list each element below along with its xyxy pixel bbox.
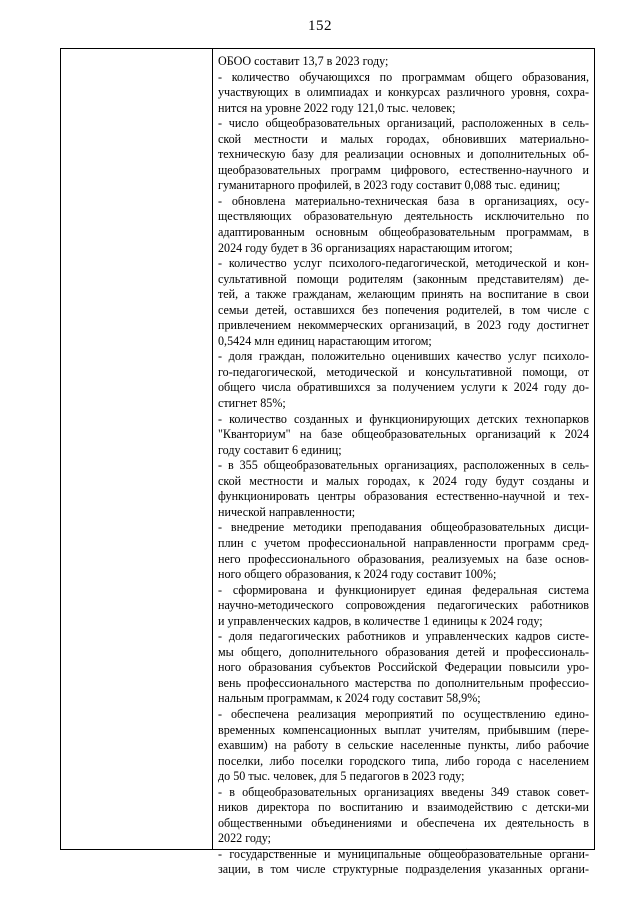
text-line: го-педагогической, методической и консультативной помощи, от xyxy=(218,364,589,379)
text-line: - внедрение методики преподавания общеобразовательных дисци- xyxy=(218,520,589,535)
text-line: зации, в том числе структурные подразделения указанных органи- xyxy=(218,862,589,877)
page-number: 152 xyxy=(308,18,332,34)
text-line: - число общеобразовательных организаций, расположенных в сель- xyxy=(218,116,589,131)
text-line: ного образования субъектов Российской Федерации повысили уро- xyxy=(218,660,589,675)
text-line: участвующих в олимпиадах и конкурсах различного уровня, сохра- xyxy=(218,85,589,100)
text-line: 0,5424 млн единиц нарастающим итогом; xyxy=(218,333,432,348)
text-line: нится на уровне 2022 году 121,0 тыс. человек; xyxy=(218,100,456,115)
text-line: нальным программам, к 2024 году составит 58,9%; xyxy=(218,691,481,706)
text-line: ного общего образования, к 2024 году составит 100%; xyxy=(218,567,497,582)
table-right-column xyxy=(213,49,594,877)
text-line: общественными объединениями и обеспечена их деятельность в xyxy=(218,815,589,830)
text-line: ников директора по воспитанию и взаимодействию с детски-ми xyxy=(218,800,589,815)
text-line: щеобразовательных программ цифрового, естественно-научного и xyxy=(218,162,589,177)
text-line: году составит 6 единиц; xyxy=(218,442,342,457)
text-line: - количество услуг психолого-педагогической, методической и кон- xyxy=(218,256,589,271)
text-line: ской местности и малых городах, к 2024 году будут созданы и xyxy=(218,473,589,488)
text-line: до 50 тыс. человек, для 5 педагогов в 2023 году; xyxy=(218,769,465,784)
text-line: - количество обучающихся по программам общего образования, xyxy=(218,69,589,84)
text-line: "Кванториум" на базе общеобразовательных организаций к 2024 xyxy=(218,427,589,442)
text-line: адаптированным основным общеобразовательным программам, в xyxy=(218,225,589,240)
text-line: общего числа обратившихся за получением услуги к 2024 году до- xyxy=(218,380,589,395)
text-line: 2024 году будет в 36 организациях нарастающим итогом; xyxy=(218,240,513,255)
text-line: него профессионального образования, реализуемых на базе основ- xyxy=(218,551,589,566)
text-line: вень профессионального мастерства по дополнительным профессио- xyxy=(218,675,589,690)
text-line: - обновлена материально-техническая база в организациях, осу- xyxy=(218,193,589,208)
text-line: ской местности и малых городах, обновивших материально- xyxy=(218,131,589,146)
text-line: и управленческих кадров, в количестве 1 единицы к 2024 году; xyxy=(218,613,543,628)
text-line: функционировать центры образования естественно-научной и тех- xyxy=(218,489,589,504)
text-line: поселки, либо поселки городского типа, либо города с населением xyxy=(218,753,589,768)
text-line: научно-методического сопровождения педагогических работников xyxy=(218,598,589,613)
text-line: - государственные и муниципальные общеобразовательные органи- xyxy=(218,846,589,861)
text-line: - в общеобразовательных организациях введены 349 ставок совет- xyxy=(218,784,589,799)
text-line: тей, а также гражданам, желающим принять на воспитание в свои xyxy=(218,287,589,302)
text-line: - обеспечена реализация мероприятий по осуществлению едино- xyxy=(218,706,589,721)
table-left-column xyxy=(61,49,213,849)
text-line: - в 355 общеобразовательных организациях, расположенных в сель- xyxy=(218,458,589,473)
text-line: ехавшим) на работу в сельские населенные пункты, либо рабочие xyxy=(218,738,589,753)
text-line: - сформирована и функционирует единая федеральная система xyxy=(218,582,589,597)
text-line: привлечением некоммерческих организаций, в 2023 году достигнет xyxy=(218,318,589,333)
text-line: плин с учетом профессиональной направленности программ сред- xyxy=(218,535,589,550)
text-line: 2022 году; xyxy=(218,831,271,846)
text-line: временных компенсационных выплат учителям, прибывшим (пере- xyxy=(218,722,589,737)
text-line: гуманитарного профилей, в 2023 году составит 0,088 тыс. единиц; xyxy=(218,178,561,193)
document-table xyxy=(60,48,595,877)
text-line: нической направленности; xyxy=(218,504,356,519)
text-line: мы общего, дополнительного образования детей и профессиональ- xyxy=(218,644,589,659)
text-line: сультативной помощи родителям (законным представителям) де- xyxy=(218,271,589,286)
text-line: - доля педагогических работников и управленческих кадров систе- xyxy=(218,629,589,644)
text-line: стигнет 85%; xyxy=(218,396,286,411)
text-line: - количество созданных и функционирующих детских технопарков xyxy=(218,411,589,426)
text-line: ОБОО составит 13,7 в 2023 году; xyxy=(218,54,389,68)
text-line: - доля граждан, положительно оценивших качество услуг психоло- xyxy=(218,349,589,364)
text-line: ществляющих образовательную деятельность исключительно по xyxy=(218,209,589,224)
text-line: семьи детей, оставшихся без попечения родителей, в том числе с xyxy=(218,302,589,317)
text-line: техническую базу для реализации основных и дополнительных об- xyxy=(218,147,589,162)
